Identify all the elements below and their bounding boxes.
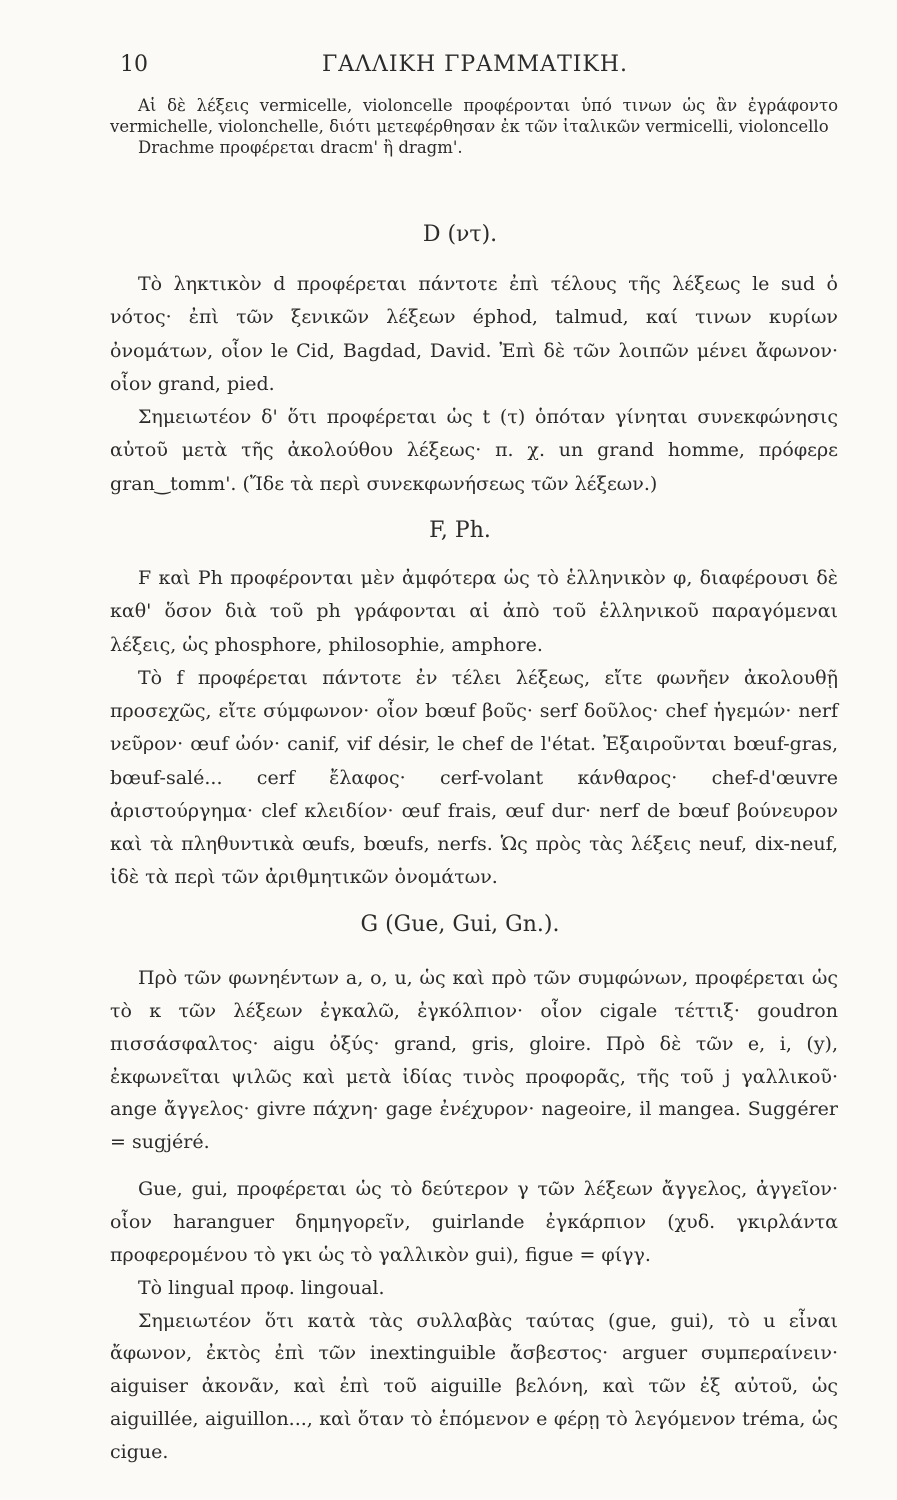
intro-paragraph-drachme: Drachme προφέρεται dracm' ἢ dragm'. — [138, 137, 463, 157]
section-d-block — [110, 268, 838, 501]
intro-paragraph: Αἱ δὲ λέξεις vermicelle, violoncelle προφέρονται ὑπό τινων ὡς ἂν ἐγράφοντο vermichelle, violonchelle, διότι μετεφέρθησαν ἐκ τῶν ἰταλικῶν vermicelli, violoncello — [110, 96, 838, 136]
section-f-paragraph-final: Τὸ f προφέρεται πάντοτε ἐν τέλει λέξεως, εἴτε φωνῆεν ἀκολουθῇ προσεχῶς, εἴτε σύμφωνον· οἷον bœuf βοῦς· serf δοῦλος· chef ἡγεμών· nerf νεῦρον· œuf ὠόν· canif, vif désir, le chef de l'état. Ἐξαιροῦνται bœuf-gras, bœuf-salé... cerf ἔλαφος· cerf-volant κάνθαρος· chef-d'œuvre ἀριστούργημα· clef κλειδίον· œuf frais, œuf dur· nerf de bœuf βούνευρον καὶ τὰ πληθυντικὰ œufs, bœufs, nerfs. Ὡς πρὸς τὰς λέξεις neuf, dix-neuf, ἰδὲ τὰ περὶ τῶν ἀριθμητικῶν ὀνομάτων. — [110, 666, 838, 889]
section-g-block — [110, 962, 838, 1469]
section-d-paragraph: Τὸ ληκτικὸν d προφέρεται πάντοτε ἐπὶ τέλους τῆς λέξεως le sud ὁ νότος· ἐπὶ τῶν ξενικῶν λέξεων éphod, talmud, καί τινων κυρίων ὀνομάτων, οἷον le Cid, Bagdad, David. Ἐπὶ δὲ τῶν λοιπῶν μένει ἄφωνον· οἷον grand, pied. — [110, 273, 838, 395]
section-g-paragraph-note: Σημειωτέον ὅτι κατὰ τὰς συλλαβὰς ταύτας (gue, gui), τὸ u εἶναι ἄφωνον, ἐκτὸς ἐπὶ τῶν inextinguible ἄσβεστος· arguer συμπεραίνειν· aiguiser ἀκονᾶν, καὶ ἐπὶ τοῦ aiguille βελόνη, καὶ τῶν ἐξ αὐτοῦ, ὡς aiguillée, aiguillon..., καὶ ὅταν τὸ ἑπόμενον e φέρῃ τὸ λεγόμενον tréma, ὡς cigue. — [110, 1309, 838, 1464]
section-g-paragraph-lingual: Τὸ lingual προφ. lingoual. — [138, 1276, 385, 1299]
section-g-paragraph: Πρὸ τῶν φωνηέντων a, o, u, ὡς καὶ πρὸ τῶν συμφώνων, προφέρεται ὡς τὸ κ τῶν λέξεων ἐγκαλῶ, ἐγκόλπιον· οἷον cigale τέττιξ· goudron πισσάσφαλτος· aigu ὀξύς· grand, gris, gloire. Πρὸ δὲ τῶν e, i, (y), ἐκφωνεῖται ψιλῶς καὶ μετὰ ἰδίας τινὸς προφορᾶς, τῆς τοῦ j γαλλικοῦ· ange ἄγγελος· givre πάχνη· gage ἐνέχυρον· nageoire, il mangea. Suggérer = sugjéré. — [110, 967, 838, 1154]
section-g-paragraph-gue: Gue, gui, προφέρεται ὡς τὸ δεύτερον γ τῶν λέξεων ἄγγελος, ἀγγεῖον· οἷον haranguer δημηγορεῖν, guirlande ἐγκάρπιον (χυδ. γκιρλάντα προφερομένου τὸ γκι ὡς τὸ γαλλικὸν gui), figue = φίγγ. — [110, 1178, 838, 1266]
section-f-block — [110, 562, 838, 895]
running-title: ΓΑΛΛΙΚΗ ΓΡΑΜΜΑΤΙΚΗ. — [321, 52, 629, 77]
page-header — [115, 52, 835, 82]
section-heading-f: F, Ph. — [429, 518, 491, 543]
section-heading-g: G (Gue, Gui, Gn.). — [360, 912, 560, 937]
section-f-paragraph: F καὶ Ph προφέρονται μὲν ἀμφότερα ὡς τὸ ἑλληνικὸν φ, διαφέρουσι δὲ καθ' ὅσον διὰ τοῦ ph γράφονται αἱ ἀπὸ τοῦ ἑλληνικοῦ παραγόμεναι λέξεις, ὡς phosphore, philosophie, amphore. — [110, 567, 838, 656]
page-number: 10 — [120, 52, 148, 77]
section-heading-d: D (ντ). — [422, 222, 498, 247]
section-d-paragraph-note: Σημειωτέον δ' ὅτι προφέρεται ὡς t (τ) ὁπόταν γίνηται συνεκφώνησις αὐτοῦ μετὰ τῆς ἀκολούθου λέξεως· π. χ. un grand homme, πρόφερε gran‿tomm'. (Ἴδε τὰ περὶ συνεκφωνήσεως τῶν λέξεων.) — [110, 406, 838, 495]
intro-block — [110, 96, 838, 159]
